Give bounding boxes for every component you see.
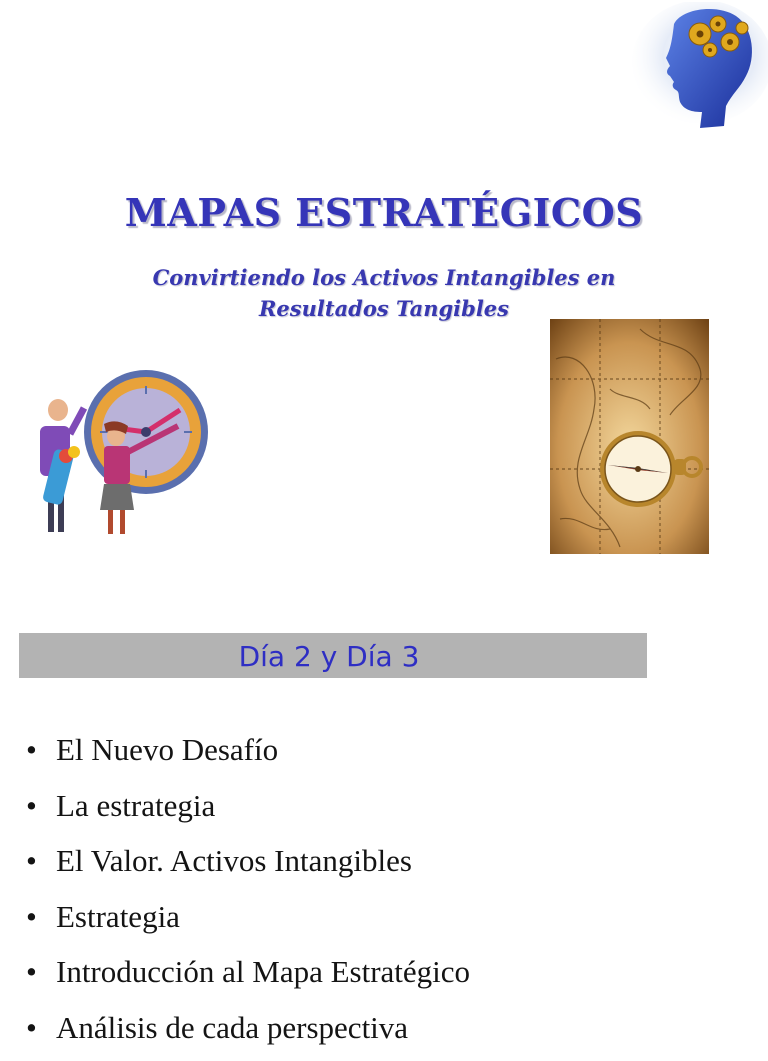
agenda-item <box>26 784 470 840</box>
agenda-item <box>26 839 470 895</box>
agenda-item <box>26 728 470 784</box>
agenda-item-text: Introducción al Mapa Estratégico <box>56 954 470 989</box>
agenda-item <box>26 950 470 1006</box>
slide-title: MAPAS ESTRATÉGICOS <box>0 190 768 235</box>
bullet-marker: • <box>26 1006 56 1050</box>
people-adjusting-clock-icon <box>18 368 214 540</box>
agenda-item-text: El Nuevo Desafío <box>56 732 278 767</box>
subtitle-line-1: Convirtiendo los Activos Intangibles en <box>0 262 768 293</box>
compass-on-old-map-icon <box>550 319 709 554</box>
agenda-item-text: La estrategia <box>56 788 215 823</box>
bullet-marker: • <box>26 895 56 939</box>
bullet-marker: • <box>26 784 56 828</box>
day-banner <box>19 633 647 678</box>
bullet-marker: • <box>26 728 56 772</box>
agenda-item-text: Estrategia <box>56 899 180 934</box>
agenda-item-text: El Valor. Activos Intangibles <box>56 843 412 878</box>
agenda-list <box>26 728 470 1061</box>
bullet-marker: • <box>26 839 56 883</box>
subtitle-line-2: Resultados Tangibles <box>0 293 768 324</box>
bullet-marker: • <box>26 950 56 994</box>
agenda-item <box>26 895 470 951</box>
agenda-item-text: Análisis de cada perspectiva <box>56 1010 408 1045</box>
blue-head-with-gears-icon <box>622 2 768 134</box>
agenda-item <box>26 1006 470 1061</box>
slide-subtitle <box>0 262 768 324</box>
day-banner-label: Día 2 y Día 3 <box>19 633 639 678</box>
